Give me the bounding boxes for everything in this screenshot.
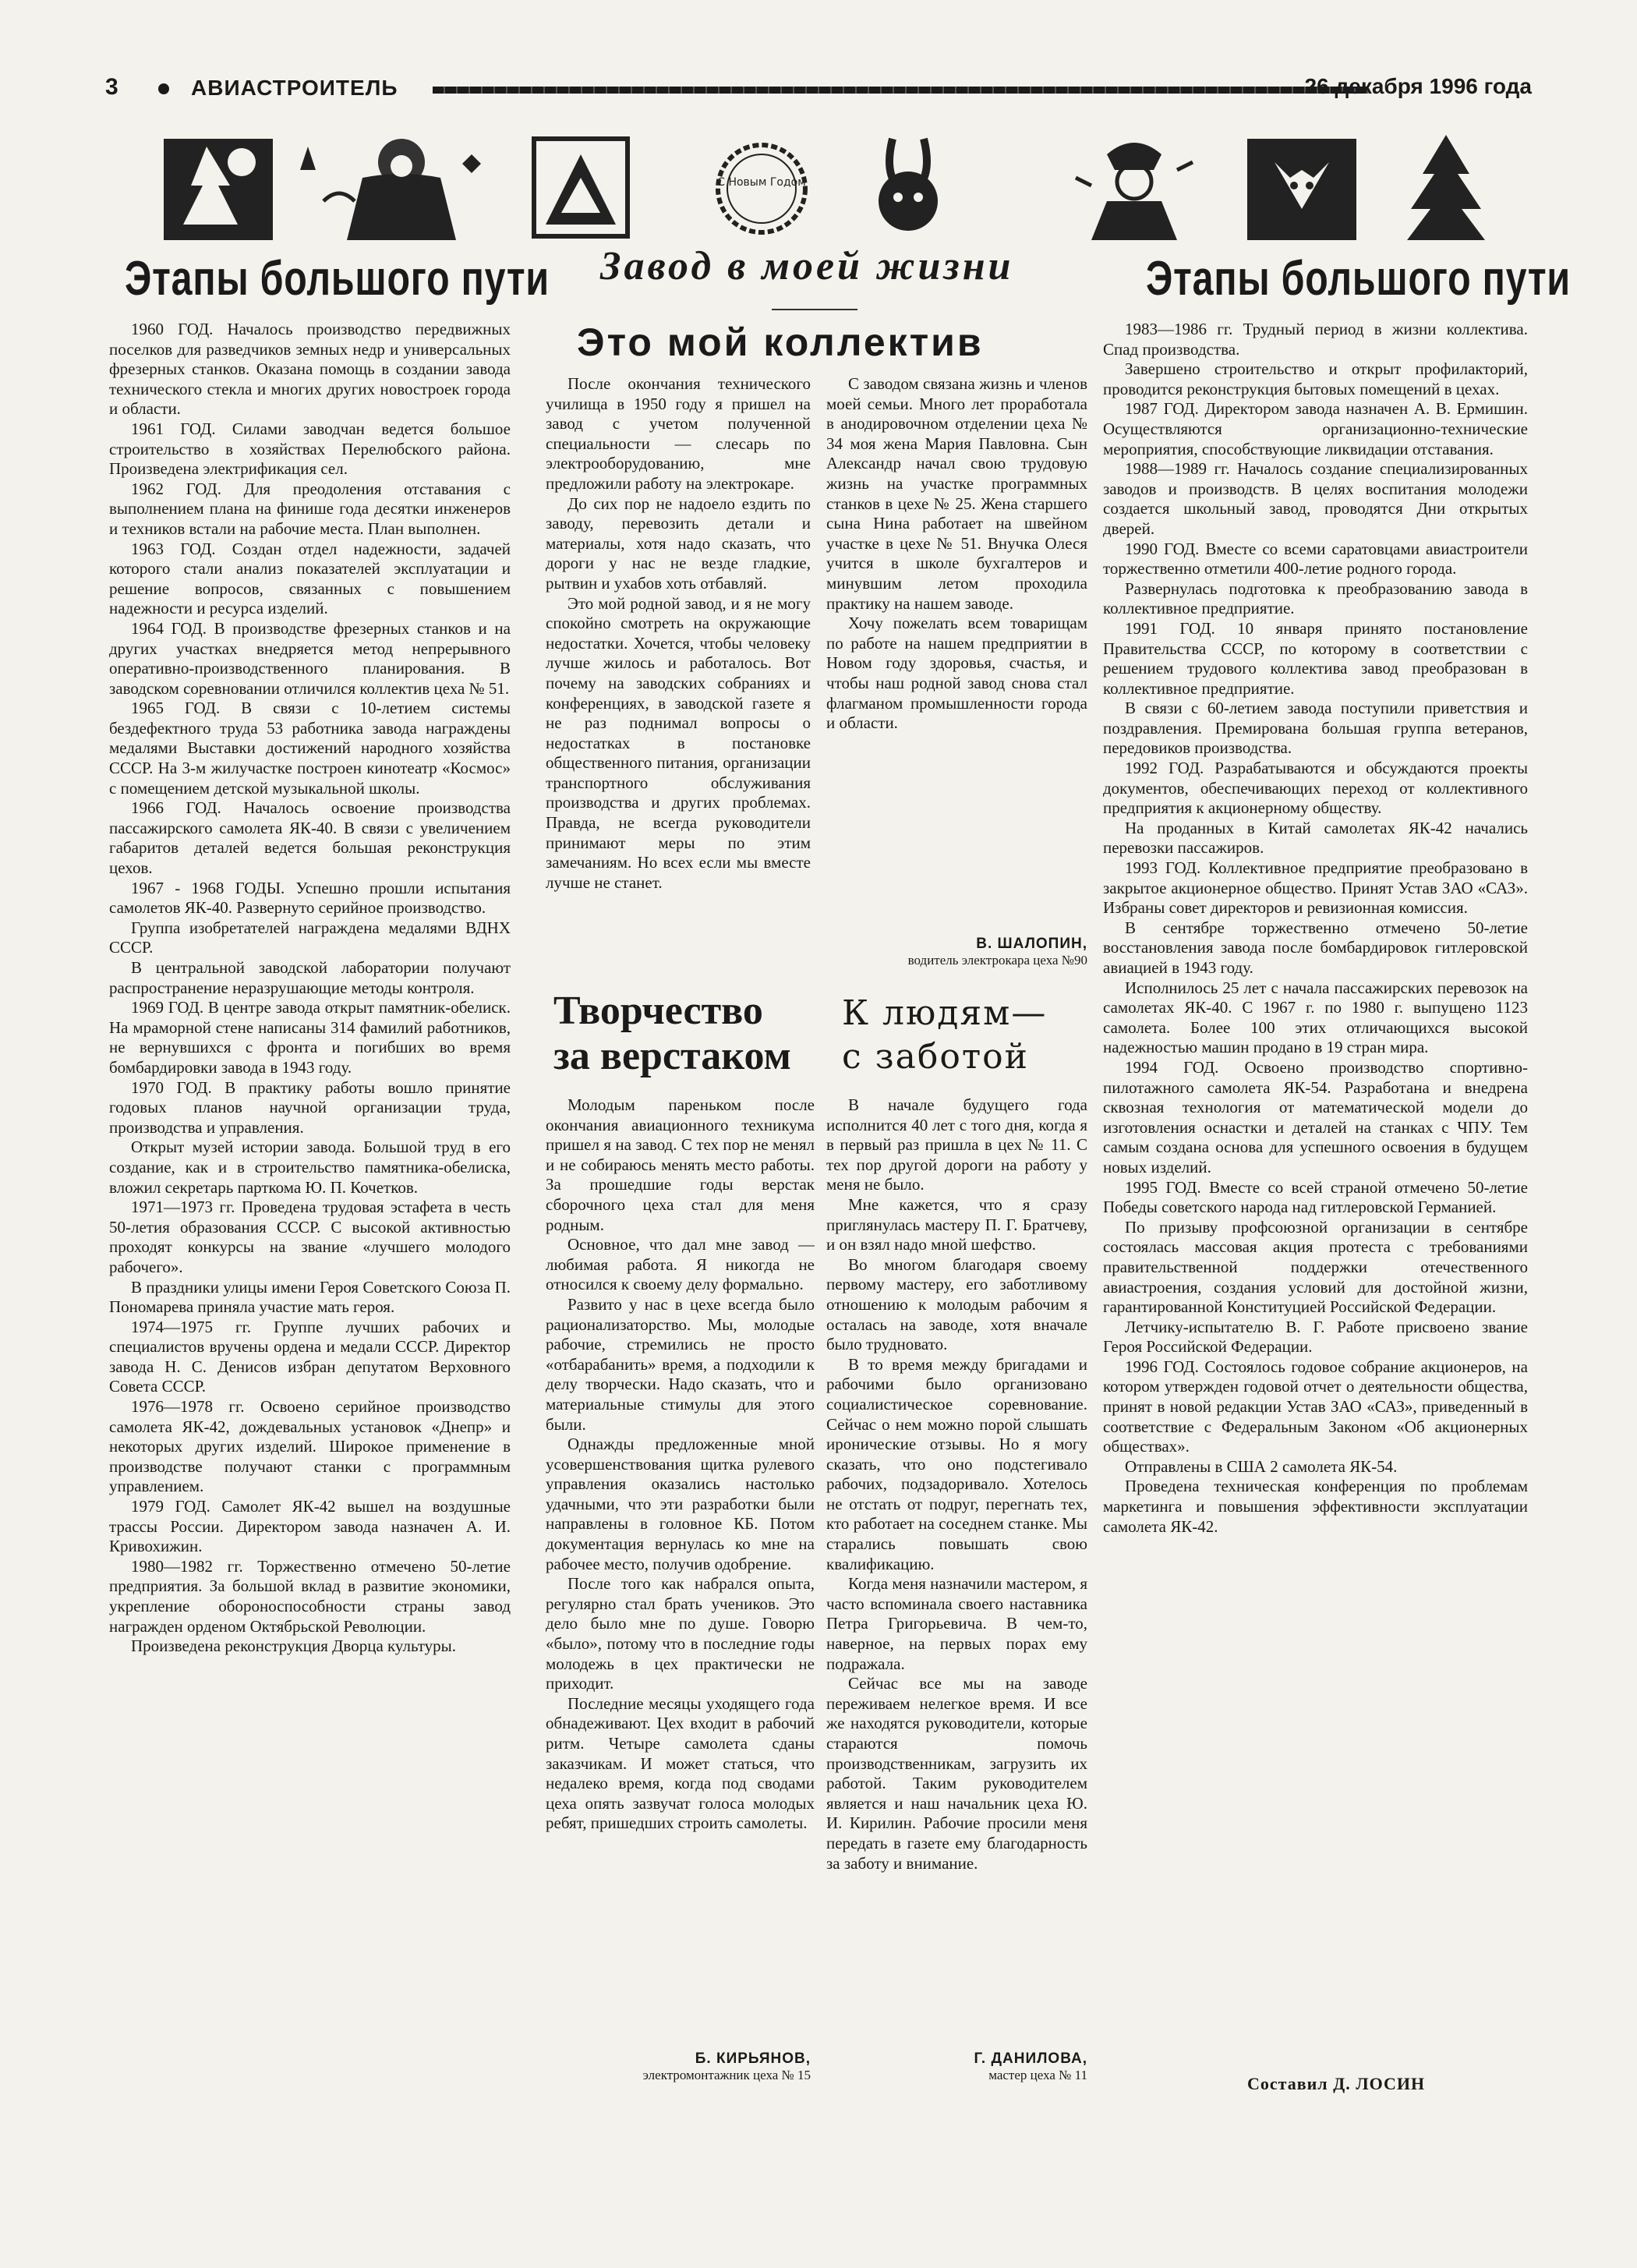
article-heading-k-lyudyam bbox=[842, 992, 1047, 1079]
rubric-rule bbox=[772, 309, 857, 310]
paragraph: Основное, что дал мне завод — любимая работа. Я никогда не относился к своему делу формально. bbox=[546, 1235, 815, 1294]
signature-danilova bbox=[826, 2050, 1087, 2083]
paragraph: В сентябре торжественно отмечено 50-летие восстановления завода после бомбардировок гитлеровской авиацией в 1943 году. bbox=[1103, 918, 1528, 977]
paragraph: После окончания технического училища в 1950 году я пришел на завод с учетом полученной специальности — слесарь по электрооборудованию, мне предложили работу на электрокаре. bbox=[546, 374, 811, 493]
heading-line: Творчество bbox=[553, 989, 763, 1033]
paragraph: 1961 ГОД. Силами заводчан ведется большое строительство в хозяйствах Перелюбского района. Произведена электрификация сел. bbox=[109, 419, 511, 479]
paragraph: В центральной заводской лаборатории получают распространение неразрушающие методы контроля. bbox=[109, 958, 511, 997]
paragraph: Произведена реконструкция Дворца культуры. bbox=[131, 1636, 457, 1656]
author-name: Г. ДАНИЛОВА, bbox=[974, 2050, 1087, 2067]
paragraph: 1966 ГОД. Началось освоение производства пассажирского самолета ЯК-40. В связи с увеличением габаритов деталей ведется большая реконструкция цехов. bbox=[109, 798, 511, 878]
paragraph: В связи с 60-летием завода поступили приветствия и поздравления. Премирована большая группа ветеранов, передовиков производства. bbox=[1103, 699, 1528, 758]
page-number: 3 bbox=[105, 74, 118, 100]
paragraph: Когда меня назначили мастером, я часто вспоминала своего наставника Петра Григорьевича. В чем-то, наверное, на первых порах ему подражала. bbox=[826, 1574, 1087, 1673]
author-role: электромонтажник цеха № 15 bbox=[642, 2068, 811, 2082]
paragraph: Во многом благодаря своему первому мастеру, его заботливому отношению к молодым рабочим я осталась на заводе, хотя вначале было трудновато. bbox=[826, 1254, 1087, 1354]
left-column bbox=[109, 320, 511, 2160]
paragraph: 1974—1975 гг. Группе лучших рабочих и специалистов вручены ордена и медали СССР. Директор завода Н. С. Денисов избран депутатом Верховного Совета СССР. bbox=[109, 1317, 511, 1396]
paragraph: На проданных в Китай самолетах ЯК-42 начались перевозки пассажиров. bbox=[1103, 818, 1528, 858]
right-heading: Этапы большого пути bbox=[1146, 252, 1571, 306]
paragraph: 1969 ГОД. В центре завода открыт памятник-обелиск. На мраморной стене написаны 314 фамилий работников, не вернувшихся с фронта и погибших во время бомбардировки завода в 1943 году. bbox=[109, 998, 511, 1077]
paragraph: 1993 ГОД. Коллективное предприятие преобразовано в закрытое акционерное общество. Принят Устав ЗАО «САЗ». Избраны совет директоров и ревизионная комиссия. bbox=[1103, 858, 1528, 918]
paragraph: Это мой родной завод, и я не могу спокойно смотреть на окружающие недостатки. Хочется, чтобы человеку лучше жилось и работалось. Вот почему на заводских собраниях и конференциях, в заводской газете я не раз поднимал вопросы о недостатках в постановке общественного питания, организации транспортного обслуживания производства и других проблемах. Правда, не всегда руководители принимают меры по этим замечаниям. Но всех если мы вместе лучше не станет. bbox=[546, 593, 811, 892]
paragraph: 1976—1978 гг. Освоено серийное производство самолета ЯК-42, дождевальных установок «Днепр» и некоторых других изделий. Широкое применение в производстве получают станки с программным управлением. bbox=[109, 1397, 511, 1496]
author-name: В. ШАЛОПИН, bbox=[976, 936, 1087, 952]
kollektiv-column-b bbox=[826, 374, 1087, 936]
paragraph: 1991 ГОД. 10 января принято постановление Правительства СССР, по которому в соответствии с решением трудового коллектива завод преобразован в коллективное предприятие. bbox=[1103, 618, 1528, 698]
santa-icon bbox=[285, 131, 511, 246]
heading-line: с заботой bbox=[842, 1037, 1029, 1077]
paragraph: 1980—1982 гг. Торжественно отмечено 50-летие предприятия. За большой вклад в развитие экономики, укрепление обороноспособности страны завод награжден орденом Октябрьской Революции. bbox=[109, 1556, 511, 1636]
bullet-dot bbox=[158, 83, 169, 94]
paragraph: 1960 ГОД. Началось производство передвижных поселков для разведчиков земных недр и универсальных фрезерных станков. Оказана помощь в создании завода технического стекла и многих других новостроек города и области. bbox=[109, 320, 511, 419]
kollektiv-column-a bbox=[546, 374, 811, 975]
compiled-by: Составил Д. ЛОСИН bbox=[1247, 2074, 1426, 2093]
author-role: мастер цеха № 11 bbox=[988, 2068, 1087, 2082]
article-heading-tvorchestvo bbox=[553, 989, 791, 1079]
paragraph: Развито у нас в цехе всегда было рационализаторство. Мы, молодые рабочие, стремились не просто «отбарабанить» время, а подходили к делу творчески. Надо сказать, что и материальные стимулы для этого были. bbox=[546, 1294, 815, 1434]
paragraph: Однажды предложенные мной усовершенствования щитка рулевого управления оказались настолько удачными, что эти разработки были направлены в головное КБ. Потом документация вернулась ко мне на рабочее место, получив одобрение. bbox=[546, 1435, 815, 1573]
author-role: водитель электрокара цеха №90 bbox=[907, 953, 1087, 968]
paragraph: Летчику-испытателю В. Г. Работе присвоено звание Героя Российской Федерации. bbox=[1103, 1317, 1528, 1357]
author-name: Б. КИРЬЯНОВ, bbox=[695, 2050, 811, 2067]
left-heading: Этапы большого пути bbox=[125, 252, 550, 306]
paragraph: 1970 ГОД. В практику работы вошло принятие годовых планов научной организации труда, производства и управления. bbox=[109, 1077, 511, 1137]
paragraph: 1971—1973 гг. Проведена трудовая эстафета в честь 50-летия образования СССР. С высокой активностью проходят конкурсы на звание «лучшего молодого рабочего». bbox=[109, 1198, 511, 1276]
right-column bbox=[1103, 320, 1528, 2054]
paragraph: Отправлены в США 2 самолета ЯК-54. bbox=[1125, 1456, 1398, 1476]
paragraph: 1987 ГОД. Директором завода назначен А. В. Ермишин. Осуществляются организационно-технические мероприятия, способствующие ликвидации отставания. bbox=[1103, 399, 1528, 458]
paragraph: 1965 ГОД. В связи с 10-летием системы бездефектного труда 53 работника завода награждены медалями Выставки достижений народного хозяйства СССР. На 3-м жилучастке построен кинотеатр «Космос» с помещением детской музыкальной школы. bbox=[109, 699, 511, 798]
paragraph: До сих пор не надоело ездить по заводу, перевозить детали и материалы, хотя надо сказать, что дороги у нас не везде гладкие, рытвин и ухабов хоть отбавляй. bbox=[546, 494, 811, 593]
snow-maiden-icon bbox=[1068, 131, 1200, 246]
paragraph: В начале будущего года исполнится 40 лет с того дня, когда я в первый раз пришла в цех № 11. С тех пор другой дороги на работу у меня не было. bbox=[826, 1095, 1087, 1194]
paragraph: В то время между бригадами и рабочими было организовано социалистическое соревнование. Сейчас о нем можно порой слышать иронические отзывы. Но я могу сказать, что оно подстегивало рабочих, подзадоривало. Хотелось не отстать от подруг, перегнать тех, кто работает на соседнем станке. Мы старались повышать свою квалификацию. bbox=[826, 1354, 1087, 1573]
paragraph: 1962 ГОД. Для преодоления отставания с выполнением плана на финише года десятки инженеров и техников встали на рабочие места. План выполнен. bbox=[109, 479, 511, 538]
paragraph: С заводом связана жизнь и членов моей семьи. Много лет проработала в анодировочном отделении цеха № 34 моя жена Мария Павловна. Сын Александр начал свою трудовую жизнь на участке программных станков в цехе № 25. Жена старшего сына Нина работает на швейном участке в цехе № 51. Внучка Олеся учится в школе бухгалтеров и минувшим летом проходила практику на нашем заводе. bbox=[826, 374, 1087, 613]
paragraph: 1995 ГОД. Вместе со всей страной отмечено 50-летие Победы советского народа над гитлеровской Германией. bbox=[1103, 1177, 1528, 1217]
new-year-medallion-icon bbox=[713, 131, 811, 246]
newspaper-name: АВИАСТРОИТЕЛЬ bbox=[191, 76, 398, 100]
paragraph: 1964 ГОД. В производстве фрезерных станков и на других участках внедряется метод непрерывного оперативно-производственного планирования. В заводском соревновании отличился коллектив цеха № 51. bbox=[109, 618, 511, 698]
paragraph: В праздники улицы имени Героя Советского Союза П. Пономарева приняла участие мать героя. bbox=[109, 1277, 511, 1317]
fir-tree-icon bbox=[1399, 131, 1493, 246]
masthead-rule bbox=[433, 87, 1368, 94]
paragraph: Группа изобретателей награждена медалями ВДНХ СССР. bbox=[109, 918, 511, 957]
rubric-heading: Завод в моей жизни bbox=[600, 244, 1014, 288]
k-lyudyam-column bbox=[826, 1095, 1087, 2050]
christmas-tree-icon bbox=[160, 131, 277, 246]
snowman-icon bbox=[530, 131, 631, 246]
paragraph: По призыву профсоюзной организации в сентябре состоялась массовая акция протеста с требованиями правительственной поддержки отечественного авиастроения, создания условий для достойной жизни, гарантированной Конституцией Российской Федерации. bbox=[1103, 1217, 1528, 1317]
paragraph: 1992 ГОД. Разрабатываются и обсуждаются проекты документов, обеспечивающих переход от коллективного предприятия к акционерному обществу. bbox=[1103, 759, 1528, 818]
paragraph: 1963 ГОД. Создан отдел надежности, задачей которого стали анализ показателей эксплуатации и решение вопросов, связанных с повышением надежности и ресурса изделий. bbox=[109, 539, 511, 618]
paragraph: Мне кажется, что я сразу приглянулась мастеру П. Г. Братчеву, и он взял надо мной шефство. bbox=[826, 1194, 1087, 1254]
paragraph: Сейчас все мы на заводе переживаем нелегкое время. И все же находятся руководители, которые стараются помочь производственникам, загрузить их работой. Таким руководителем является и наш начальник цеха Ю. И. Кирилин. Рабочие просили меня передать в газете ему благодарность за заботу и внимание. bbox=[826, 1674, 1087, 1873]
paragraph: 1996 ГОД. Состоялось годовое собрание акционеров, на котором утвержден годовой отчет о деятельности общества, принят в новой редакции Устав ЗАО «САЗ», приведенный в соответствие с Федеральным Законом «Об акционерных обществах». bbox=[1103, 1357, 1528, 1456]
paragraph: Проведена техническая конференция по проблемам маркетинга и повышения эффективности эксплуатации самолета ЯК-42. bbox=[1103, 1477, 1528, 1536]
tvorchestvo-column bbox=[546, 1095, 815, 2050]
fox-icon bbox=[1243, 131, 1360, 246]
signature-shalopin bbox=[826, 936, 1087, 968]
paragraph: Исполнилось 25 лет с начала пассажирских перевозок на самолетах ЯК-40. С 1967 г. по 1980 г. выпущено 1123 самолета. Более 100 этих отличающихся высокой надежностью машин продано в 19 стран мира. bbox=[1103, 978, 1528, 1057]
paragraph: 1983—1986 гг. Трудный период в жизни коллектива. Спад производства. bbox=[1103, 320, 1528, 359]
heading-line: за верстаком bbox=[553, 1034, 791, 1078]
heading-line: К людям— bbox=[842, 993, 1048, 1033]
paragraph: 1979 ГОД. Самолет ЯК-42 вышел на воздушные трассы России. Директором завода назначен А. И. Кривохижин. bbox=[109, 1497, 511, 1556]
paragraph: 1967 - 1968 ГОДЫ. Успешно прошли испытания самолетов ЯК-40. Развернуто серийное производство. bbox=[109, 878, 511, 918]
paragraph: Развернулась подготовка к преобразованию завода в коллективное предприятие. bbox=[1103, 578, 1528, 618]
issue-date: 26 декабря 1996 года bbox=[1304, 74, 1532, 98]
paragraph: Открыт музей истории завода. Большой труд в его создание, как и в строительство памятника-обелиска, вложил секретарь парткома Ю. П. Кочетков. bbox=[109, 1138, 511, 1197]
paragraph: 1994 ГОД. Освоено производство спортивно-пилотажного самолета ЯК-54. Разработана и внедрена сквозная технология от математической модели до изготовления оснастки и деталей на станках с ЧПУ. Тем самым создана основа для успешного освоения в будущем новых изделий. bbox=[1103, 1057, 1528, 1176]
article-heading-kollektiv: Это мой коллектив bbox=[577, 320, 984, 364]
paragraph: Хочу пожелать всем товарищам по работе на нашем предприятии в Новом году здоровья, счастья, и чтобы наш родной завод снова стал флагманом промышленности города и области. bbox=[826, 614, 1087, 733]
hare-icon bbox=[850, 131, 967, 246]
signature-kiryanov bbox=[546, 2050, 811, 2083]
paragraph: Молодым пареньком после окончания авиационного техникума пришел я на завод. С тех пор не менял и не собираюсь менять место работы. За прошедшие годы верстак сборочного цеха стал для меня родным. bbox=[546, 1095, 815, 1234]
paragraph: Завершено строительство и открыт профилакторий, проводится реконструкция бытовых помещений в цехах. bbox=[1103, 359, 1528, 398]
paragraph: После того как набрался опыта, регулярно стал брать учеников. Это дело было мне по душе. Говорю «было», потому что в последние годы молодежь в цех практически не приходит. bbox=[546, 1574, 815, 1693]
paragraph: Последние месяцы уходящего года обнадеживают. Цех входит в рабочий ритм. Четыре самолета сданы заказчикам. И может статься, что недалеко время, когда под сводами цеха опять зазвучат голоса молодых ребят, пришедших строить самолеты. bbox=[546, 1693, 815, 1833]
medallion-text: С Новым Годом bbox=[717, 176, 806, 189]
paragraph: 1988—1989 гг. Началось создание специализированных заводов и производств. В целях воспитания молодежи создается школьный завод, проводятся Дни открытых дверей. bbox=[1103, 459, 1528, 538]
masthead bbox=[105, 74, 1532, 115]
paragraph: 1990 ГОД. Вместе со всеми саратовцами авиастроители торжественно отметили 400-летие родного города. bbox=[1103, 539, 1528, 578]
